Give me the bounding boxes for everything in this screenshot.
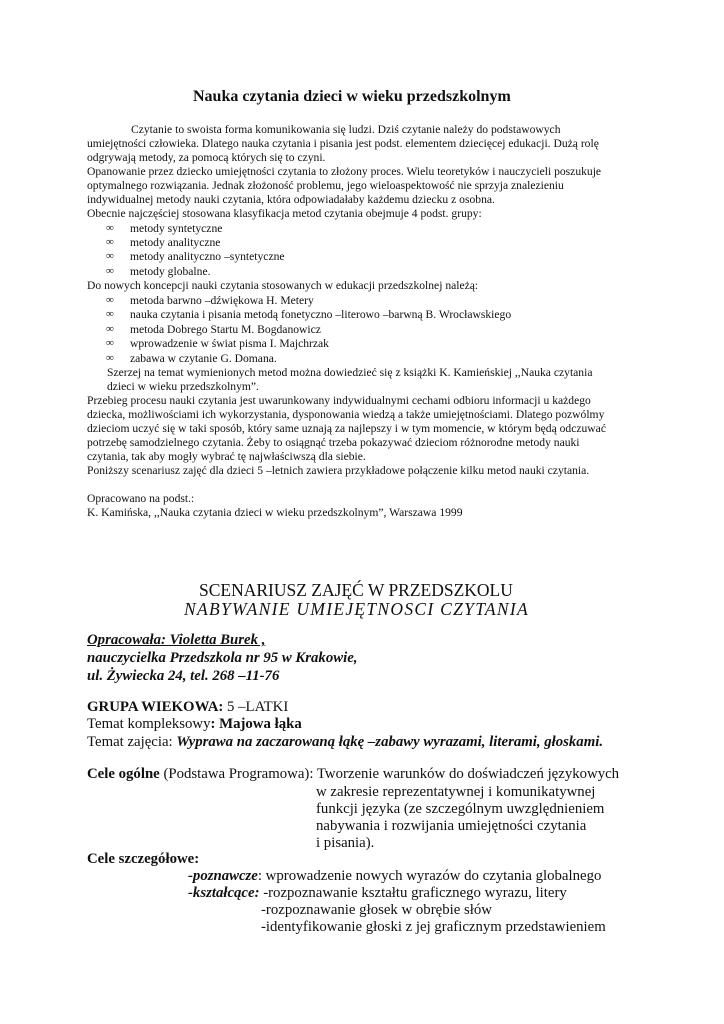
source-label: Opracowano na podst.: — [87, 492, 195, 505]
infinity-bullet-icon: ∞ — [106, 265, 114, 277]
author-line — [87, 632, 265, 649]
infinity-bullet-icon: ∞ — [106, 294, 114, 306]
intro-line: indywidualnej metody nauki czytania, która odpowiadałaby każdemu dziecku z osobna. — [87, 193, 495, 206]
document-title: Nauka czytania dzieci w wieku przedszkolnym — [193, 88, 511, 105]
process-line: dziecka, możliwościami ich wykorzystania, dysponowania wiedzą a także umiejętnościami. Dlatego pozwólmy — [87, 408, 605, 421]
list-item: metody globalne. — [130, 265, 211, 278]
intro-line: Obecnie najczęściej stosowana klasyfikacja metod czytania obejmuje 4 podst. grupy: — [87, 207, 482, 220]
process-line: czytania, tak aby mogły wybrać tę najwłaściwszą dla siebie. — [87, 450, 366, 463]
concepts-intro: Do nowych koncepcji nauki czytania stosowanych w edukacji przedszkolnej należą: — [87, 279, 479, 292]
age-group-label: GRUPA WIEKOWA: — [87, 699, 224, 715]
age-group-value: 5 –LATKI — [223, 699, 289, 715]
list-item: nauka czytania i pisania metodą fonetyczno –literowo –barwną B. Wrocławskiego — [130, 308, 512, 321]
list-item: metoda barwno –dźwiękowa H. Metery — [130, 294, 314, 307]
goals-continuation: i pisania). — [316, 835, 375, 851]
more-info-line: Szerzej na temat wymienionych metod można dowiedzieć się z książki K. Kamieńskiej ,,Nauka czytania — [107, 366, 593, 379]
specific-goals-label: Cele szczegółowe: — [87, 851, 200, 867]
intro-line: odgrywają metody, za pomocą których się to czyni. — [87, 151, 326, 164]
cognitive-label: -poznawcze — [188, 868, 258, 884]
educational-item: -rozpoznawanie głosek w obrębie słów — [261, 902, 492, 918]
theme-label: Temat kompleksowy — [87, 716, 211, 732]
intro-line: umiejętności człowieka. Dlatego nauka czytania i pisania jest podst. elementem dziecięcej edukacji. Dużą rolę — [87, 137, 599, 150]
goals-continuation: nabywania i rozwijania umiejętności czytania — [316, 818, 587, 834]
process-line: Przebieg procesu nauki czytania jest uwarunkowany indywidualnymi cechami odbioru informacji u każdego — [87, 394, 591, 407]
process-line: potrzebę samodzielnego czytania. Żeby to osiągnąć trzeba pokazywać dzieciom różnorodne metody nauki — [87, 436, 580, 449]
cognitive-goal-line — [188, 868, 601, 885]
author-name: Violetta Burek , — [165, 632, 266, 648]
goals-line — [87, 766, 619, 783]
author-label: Opracowała: — [87, 632, 166, 648]
list-item: metody analityczne — [130, 236, 221, 249]
educational-label: -kształcące: — [188, 885, 260, 901]
infinity-bullet-icon: ∞ — [106, 308, 114, 320]
list-item: wprowadzenie w świat pisma I. Majchrzak — [130, 337, 329, 350]
infinity-bullet-icon: ∞ — [106, 337, 114, 349]
educational-goal-line — [188, 885, 567, 902]
goals-intro: (Podstawa Programowa): Tworzenie warunków do doświadczeń językowych — [159, 766, 620, 782]
cognitive-value: : wprowadzenie nowych wyrazów do czytania globalnego — [257, 868, 602, 884]
more-info-line: dzieci w wieku przedszkolnym”. — [107, 380, 259, 393]
list-item: metody analityczno –syntetyczne — [130, 250, 285, 263]
process-line: Poniższy scenariusz zajęć dla dzieci 5 –letnich zawiera przykładowe połączenie kilku metod nauki czytania. — [87, 464, 590, 477]
process-line: dzieciom uczyć się w taki sposób, który same uznają za najlepszy i w tym momencie, w którym będą odczuwać — [87, 422, 606, 435]
infinity-bullet-icon: ∞ — [106, 250, 114, 262]
topic-value: Wyprawa na zaczarowaną łąkę –zabawy wyrazami, literami, głoskami. — [176, 734, 604, 750]
author-workplace: nauczycielka Przedszkola nr 95 w Krakowie, — [87, 650, 358, 666]
age-group-line — [87, 699, 288, 716]
goals-continuation: funkcji języka (ze szczególnym uwzględnieniem — [316, 801, 605, 817]
topic-label: Temat zajęcia: — [87, 734, 177, 750]
theme-value: : Majowa łąka — [210, 716, 302, 732]
infinity-bullet-icon: ∞ — [106, 323, 114, 335]
infinity-bullet-icon: ∞ — [106, 352, 114, 364]
infinity-bullet-icon: ∞ — [106, 236, 114, 248]
source-citation: K. Kamińska, ,,Nauka czytania dzieci w wieku przedszkolnym”, Warszawa 1999 — [87, 506, 463, 519]
intro-line: optymalnego rozwiązania. Jednak złożoność problemu, jego wieloaspektowość nie sprzyja znalezieniu — [87, 179, 564, 192]
author-address: ul. Żywiecka 24, tel. 268 –11-76 — [87, 668, 280, 684]
list-item: metoda Dobrego Startu M. Bogdanowicz — [130, 323, 321, 336]
scenario-heading: SCENARIUSZ ZAJĘĆ W PRZEDSZKOLU — [199, 580, 513, 600]
scenario-subheading: NABYWANIE UMIEJĘTNOSCI CZYTANIA — [184, 599, 530, 619]
educational-item: -identyfikowanie głoski z jej graficznym przedstawieniem — [261, 919, 606, 935]
theme-line — [87, 716, 302, 733]
goals-label: Cele ogólne — [87, 766, 160, 782]
educational-item: -rozpoznawanie kształtu graficznego wyrazu, litery — [259, 885, 567, 901]
topic-line — [87, 734, 603, 751]
list-item: metody syntetyczne — [130, 222, 223, 235]
list-item: zabawa w czytanie G. Domana. — [130, 352, 277, 365]
intro-line: Opanowanie przez dziecko umiejętności czytania to złożony proces. Wielu teoretyków i nauczycieli poszukuje — [87, 165, 602, 178]
infinity-bullet-icon: ∞ — [106, 222, 114, 234]
intro-line: Czytanie to swoista forma komunikowania się ludzi. Dziś czytanie należy do podstawowych — [131, 123, 561, 136]
goals-continuation: w zakresie reprezentatywnej i komunikatywnej — [316, 784, 596, 800]
